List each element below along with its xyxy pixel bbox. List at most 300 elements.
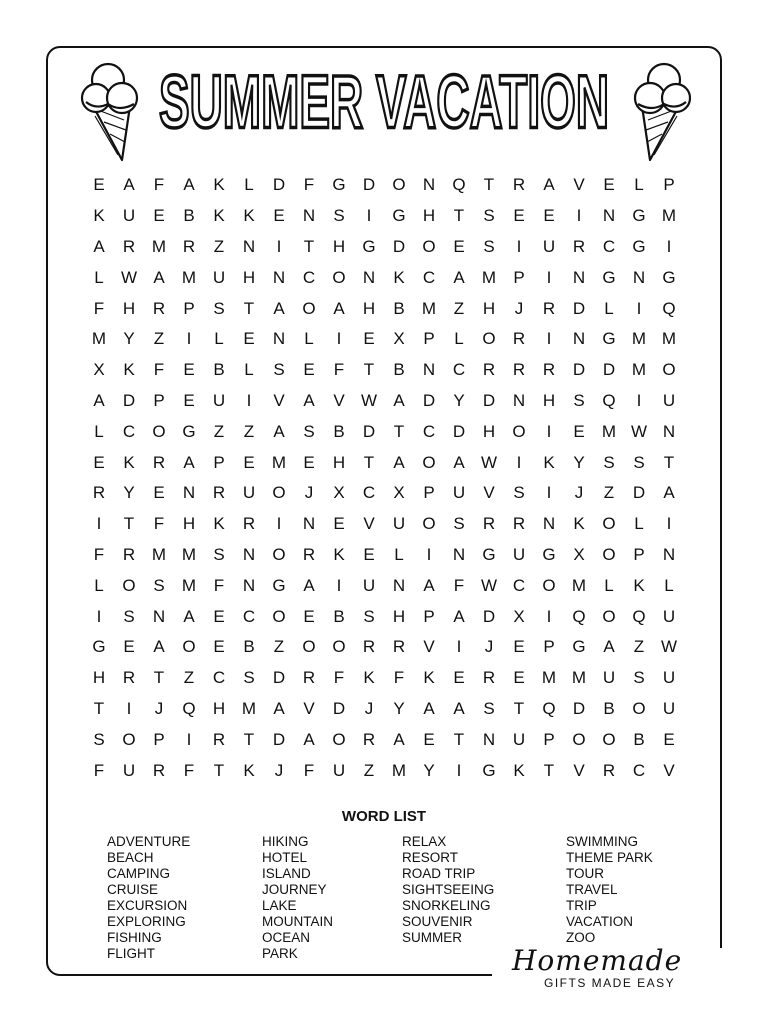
grid-letter: O <box>332 267 346 287</box>
grid-letter: F <box>213 575 225 595</box>
grid-letter: W <box>630 421 648 441</box>
grid-letter: R <box>512 329 526 349</box>
grid-letter: N <box>542 514 556 534</box>
grid-letter: C <box>362 483 376 503</box>
grid-letter: X <box>573 544 585 564</box>
grid-letter: I <box>126 698 132 718</box>
grid-letter: A <box>93 390 105 410</box>
grid-letter: N <box>272 267 286 287</box>
grid-letter: S <box>363 606 375 626</box>
word-list-column-4 <box>566 834 653 946</box>
grid-letter: A <box>123 175 135 195</box>
grid-row <box>84 632 684 663</box>
grid-letter: X <box>513 606 525 626</box>
grid-letter: C <box>422 267 436 287</box>
grid-letter: T <box>363 452 375 472</box>
grid-letter: L <box>94 421 104 441</box>
grid-letter: R <box>212 729 226 749</box>
grid-letter: C <box>422 421 436 441</box>
grid-letter: U <box>122 206 136 226</box>
grid-letter: H <box>332 452 346 472</box>
word-list-item: SWIMMING <box>566 834 638 849</box>
grid-letter: N <box>632 267 646 287</box>
grid-letter: N <box>302 514 316 534</box>
grid-letter: S <box>303 421 315 441</box>
grid-letter: A <box>663 483 675 503</box>
grid-letter: V <box>663 760 675 780</box>
grid-row <box>84 540 684 571</box>
grid-letter: O <box>182 637 196 657</box>
grid-letter: P <box>423 606 435 626</box>
grid-letter: Z <box>363 760 375 780</box>
grid-letter: N <box>242 236 256 256</box>
grid-letter: I <box>636 298 642 318</box>
grid-row <box>84 478 684 509</box>
grid-letter: Z <box>243 421 255 441</box>
word-list-item: SNORKELING <box>402 898 491 913</box>
grid-letter: M <box>631 329 647 349</box>
grid-letter: R <box>92 483 106 503</box>
grid-letter: Z <box>183 668 195 688</box>
word-list-item: SOUVENIR <box>402 914 473 929</box>
grid-letter: I <box>186 329 192 349</box>
grid-letter: H <box>122 298 136 318</box>
grid-letter: B <box>333 421 345 441</box>
grid-letter: O <box>122 575 136 595</box>
page-title <box>150 60 618 158</box>
grid-letter: E <box>183 360 195 380</box>
grid-letter: R <box>392 637 406 657</box>
grid-letter: N <box>602 206 616 226</box>
grid-letter: N <box>242 544 256 564</box>
grid-letter: R <box>572 236 586 256</box>
grid-letter: U <box>542 236 556 256</box>
grid-letter: C <box>512 575 526 595</box>
grid-letter: E <box>243 329 255 349</box>
word-list-item: THEME PARK <box>566 850 653 865</box>
grid-letter: O <box>512 421 526 441</box>
grid-letter: E <box>603 175 615 195</box>
grid-letter: K <box>243 760 255 780</box>
grid-letter: M <box>571 575 587 595</box>
grid-letter: T <box>153 668 165 688</box>
word-list-column-1 <box>107 834 190 962</box>
grid-letter: V <box>423 637 435 657</box>
grid-letter: J <box>274 760 284 780</box>
grid-letter: U <box>362 575 376 595</box>
grid-letter: G <box>632 236 646 256</box>
grid-letter: K <box>213 206 225 226</box>
grid-row <box>84 694 684 725</box>
grid-letter: I <box>546 267 552 287</box>
grid-letter: Q <box>572 606 586 626</box>
grid-letter: S <box>213 298 225 318</box>
grid-letter: R <box>602 760 616 780</box>
grid-letter: N <box>302 206 316 226</box>
grid-letter: O <box>422 452 436 472</box>
grid-letter: O <box>482 329 496 349</box>
grid-letter: Z <box>153 329 165 349</box>
grid-letter: I <box>546 606 552 626</box>
grid-letter: F <box>393 668 405 688</box>
grid-letter: C <box>212 668 226 688</box>
grid-letter: Z <box>453 298 465 318</box>
grid-letter: N <box>422 175 436 195</box>
grid-letter: L <box>304 329 314 349</box>
grid-letter: G <box>332 175 346 195</box>
grid-letter: A <box>153 637 165 657</box>
grid-letter: L <box>94 575 104 595</box>
grid-letter: C <box>122 421 136 441</box>
grid-letter: P <box>153 390 165 410</box>
grid-letter: D <box>122 390 136 410</box>
grid-letter: N <box>242 575 256 595</box>
grid-letter: T <box>303 236 315 256</box>
grid-letter: M <box>601 421 617 441</box>
grid-letter: Z <box>633 637 645 657</box>
grid-letter: G <box>182 421 196 441</box>
grid-letter: K <box>573 514 585 534</box>
grid-letter: P <box>423 329 435 349</box>
grid-letter: H <box>392 606 406 626</box>
grid-letter: M <box>571 668 587 688</box>
grid-letter: R <box>122 544 136 564</box>
grid-letter: A <box>453 267 465 287</box>
grid-letter: F <box>183 760 195 780</box>
grid-letter: A <box>453 606 465 626</box>
grid-letter: D <box>452 421 466 441</box>
grid-letter: I <box>246 390 252 410</box>
grid-letter: E <box>303 606 315 626</box>
grid-letter: X <box>93 360 105 380</box>
grid-letter: I <box>516 236 522 256</box>
grid-letter: R <box>482 514 496 534</box>
grid-letter: C <box>632 760 646 780</box>
grid-letter: T <box>453 729 465 749</box>
grid-letter: U <box>212 267 226 287</box>
word-search-grid <box>84 170 684 786</box>
grid-letter: N <box>362 267 376 287</box>
grid-letter: B <box>633 729 645 749</box>
grid-row <box>84 386 684 417</box>
grid-letter: U <box>332 760 346 780</box>
grid-letter: M <box>151 544 167 564</box>
word-list-item: MOUNTAIN <box>262 914 333 929</box>
grid-letter: S <box>123 606 135 626</box>
grid-letter: O <box>602 544 616 564</box>
grid-letter: F <box>93 298 105 318</box>
grid-letter: L <box>94 267 104 287</box>
grid-letter: O <box>422 514 436 534</box>
grid-letter: U <box>662 606 676 626</box>
grid-letter: R <box>152 298 166 318</box>
grid-letter: C <box>452 360 466 380</box>
grid-letter: Q <box>662 298 676 318</box>
word-list-item: HOTEL <box>262 850 308 865</box>
grid-letter: C <box>302 267 316 287</box>
grid-letter: T <box>663 452 675 472</box>
grid-letter: Q <box>542 698 556 718</box>
grid-row <box>84 293 684 324</box>
grid-letter: N <box>662 421 676 441</box>
grid-letter: M <box>631 360 647 380</box>
grid-letter: E <box>93 452 105 472</box>
grid-letter: L <box>244 175 254 195</box>
grid-letter: O <box>602 729 616 749</box>
grid-letter: K <box>123 360 135 380</box>
grid-letter: B <box>393 360 405 380</box>
grid-row <box>84 447 684 478</box>
grid-letter: G <box>632 206 646 226</box>
ice-cream-cone-icon <box>78 60 144 164</box>
grid-letter: M <box>481 267 497 287</box>
grid-letter: I <box>516 452 522 472</box>
grid-letter: Y <box>573 452 585 472</box>
grid-letter: E <box>303 452 315 472</box>
grid-letter: O <box>272 483 286 503</box>
grid-letter: B <box>603 698 615 718</box>
word-list-item: LAKE <box>262 898 297 913</box>
grid-letter: S <box>243 668 255 688</box>
word-list-item: ISLAND <box>262 866 311 881</box>
grid-letter: I <box>186 729 192 749</box>
grid-letter: N <box>512 390 526 410</box>
grid-letter: G <box>392 206 406 226</box>
grid-letter: Z <box>603 483 615 503</box>
grid-letter: A <box>153 267 165 287</box>
grid-letter: T <box>213 760 225 780</box>
grid-letter: E <box>303 360 315 380</box>
grid-letter: I <box>336 575 342 595</box>
grid-letter: L <box>664 575 674 595</box>
grid-letter: D <box>422 390 436 410</box>
grid-letter: P <box>513 267 525 287</box>
grid-letter: M <box>181 544 197 564</box>
grid-letter: M <box>271 452 287 472</box>
grid-letter: S <box>633 452 645 472</box>
word-list-column-2 <box>262 834 333 962</box>
grid-row <box>84 509 684 540</box>
grid-letter: B <box>183 206 195 226</box>
grid-letter: J <box>304 483 314 503</box>
grid-letter: K <box>243 206 255 226</box>
word-list-item: RELAX <box>402 834 447 849</box>
grid-letter: Y <box>123 483 135 503</box>
grid-letter: V <box>483 483 495 503</box>
word-list-item: BEACH <box>107 850 154 865</box>
grid-letter: A <box>303 390 315 410</box>
grid-letter: I <box>336 329 342 349</box>
grid-letter: M <box>151 236 167 256</box>
grid-letter: R <box>362 637 376 657</box>
grid-letter: J <box>364 698 374 718</box>
grid-letter: O <box>602 606 616 626</box>
grid-letter: U <box>452 483 466 503</box>
grid-letter: N <box>662 544 676 564</box>
grid-row <box>84 663 684 694</box>
grid-letter: E <box>123 637 135 657</box>
word-list-item: ADVENTURE <box>107 834 191 849</box>
grid-letter: U <box>602 668 616 688</box>
grid-letter: Q <box>632 606 646 626</box>
grid-letter: P <box>213 452 225 472</box>
grid-letter: H <box>542 390 556 410</box>
grid-letter: G <box>662 267 676 287</box>
grid-letter: X <box>393 329 405 349</box>
grid-letter: A <box>93 236 105 256</box>
grid-letter: R <box>302 668 316 688</box>
grid-letter: Y <box>393 698 405 718</box>
grid-letter: M <box>421 298 437 318</box>
grid-letter: A <box>273 421 285 441</box>
grid-letter: I <box>426 544 432 564</box>
grid-letter: T <box>453 206 465 226</box>
grid-letter: P <box>663 175 675 195</box>
grid-letter: X <box>333 483 345 503</box>
grid-letter: U <box>242 483 256 503</box>
grid-letter: Z <box>273 637 285 657</box>
grid-letter: E <box>213 637 225 657</box>
grid-letter: H <box>482 421 496 441</box>
word-list-item: SIGHTSEEING <box>402 882 495 897</box>
grid-letter: R <box>512 175 526 195</box>
grid-letter: P <box>633 544 645 564</box>
grid-letter: T <box>483 175 495 195</box>
grid-letter: I <box>636 390 642 410</box>
grid-letter: K <box>213 514 225 534</box>
grid-letter: L <box>604 575 614 595</box>
grid-row <box>84 170 684 201</box>
grid-letter: F <box>153 175 165 195</box>
grid-letter: W <box>660 637 678 657</box>
grid-letter: Y <box>453 390 465 410</box>
grid-letter: N <box>422 360 436 380</box>
grid-row <box>84 324 684 355</box>
grid-letter: O <box>272 606 286 626</box>
grid-letter: E <box>513 206 525 226</box>
grid-letter: I <box>456 637 462 657</box>
grid-letter: D <box>482 606 496 626</box>
grid-letter: F <box>93 544 105 564</box>
grid-letter: L <box>214 329 224 349</box>
grid-letter: D <box>362 175 376 195</box>
grid-letter: D <box>362 421 376 441</box>
grid-letter: K <box>393 267 405 287</box>
word-list-item: CAMPING <box>107 866 171 881</box>
word-list-item: TOUR <box>566 866 605 881</box>
grid-letter: M <box>661 206 677 226</box>
grid-letter: E <box>183 390 195 410</box>
grid-letter: W <box>480 452 498 472</box>
grid-letter: A <box>423 575 435 595</box>
word-list-item: CRUISE <box>107 882 159 897</box>
word-list-item: ROAD TRIP <box>402 866 476 881</box>
brand-logo <box>492 944 722 998</box>
grid-letter: H <box>332 236 346 256</box>
grid-letter: F <box>153 514 165 534</box>
grid-letter: O <box>272 544 286 564</box>
word-list-item: TRIP <box>566 898 597 913</box>
grid-letter: G <box>362 236 376 256</box>
grid-letter: R <box>182 236 196 256</box>
grid-letter: J <box>514 298 524 318</box>
grid-row <box>84 201 684 232</box>
grid-row <box>84 601 684 632</box>
grid-letter: R <box>512 360 526 380</box>
grid-letter: N <box>572 329 586 349</box>
grid-letter: V <box>303 698 315 718</box>
grid-letter: A <box>183 606 195 626</box>
grid-letter: N <box>572 267 586 287</box>
grid-row <box>84 570 684 601</box>
grid-letter: L <box>634 514 644 534</box>
grid-row <box>84 755 684 786</box>
grid-letter: E <box>453 236 465 256</box>
grid-letter: G <box>272 575 286 595</box>
grid-letter: R <box>242 514 256 534</box>
grid-letter: I <box>366 206 372 226</box>
grid-letter: A <box>183 175 195 195</box>
grid-letter: S <box>483 236 495 256</box>
grid-letter: F <box>453 575 465 595</box>
grid-row <box>84 724 684 755</box>
grid-letter: I <box>96 606 102 626</box>
grid-letter: G <box>602 267 616 287</box>
grid-letter: U <box>512 544 526 564</box>
grid-letter: A <box>453 698 465 718</box>
grid-letter: T <box>393 421 405 441</box>
grid-letter: H <box>482 298 496 318</box>
brand-script-text: Homemade <box>512 944 683 977</box>
grid-letter: F <box>153 360 165 380</box>
grid-letter: N <box>272 329 286 349</box>
grid-letter: G <box>602 329 616 349</box>
word-list-item: EXCURSION <box>107 898 188 913</box>
grid-letter: L <box>394 544 404 564</box>
grid-letter: K <box>633 575 645 595</box>
grid-letter: U <box>122 760 136 780</box>
grid-letter: R <box>362 729 376 749</box>
grid-letter: S <box>573 390 585 410</box>
grid-letter: T <box>123 514 135 534</box>
grid-letter: S <box>633 668 645 688</box>
grid-letter: J <box>574 483 584 503</box>
grid-letter: I <box>666 236 672 256</box>
grid-letter: P <box>153 729 165 749</box>
grid-letter: E <box>93 175 105 195</box>
grid-letter: V <box>363 514 375 534</box>
grid-letter: K <box>333 544 345 564</box>
grid-letter: L <box>454 329 464 349</box>
grid-letter: E <box>213 606 225 626</box>
grid-letter: A <box>423 698 435 718</box>
grid-letter: E <box>153 483 165 503</box>
grid-letter: K <box>93 206 105 226</box>
word-list-item: HIKING <box>262 834 309 849</box>
grid-letter: S <box>273 360 285 380</box>
grid-letter: P <box>543 729 555 749</box>
grid-letter: R <box>152 452 166 472</box>
grid-letter: E <box>363 544 375 564</box>
grid-letter: A <box>273 698 285 718</box>
grid-letter: O <box>602 514 616 534</box>
word-list-item: PARK <box>262 946 298 961</box>
grid-letter: T <box>243 298 255 318</box>
grid-letter: Y <box>423 760 435 780</box>
grid-letter: O <box>572 729 586 749</box>
grid-letter: A <box>393 390 405 410</box>
grid-letter: O <box>302 637 316 657</box>
